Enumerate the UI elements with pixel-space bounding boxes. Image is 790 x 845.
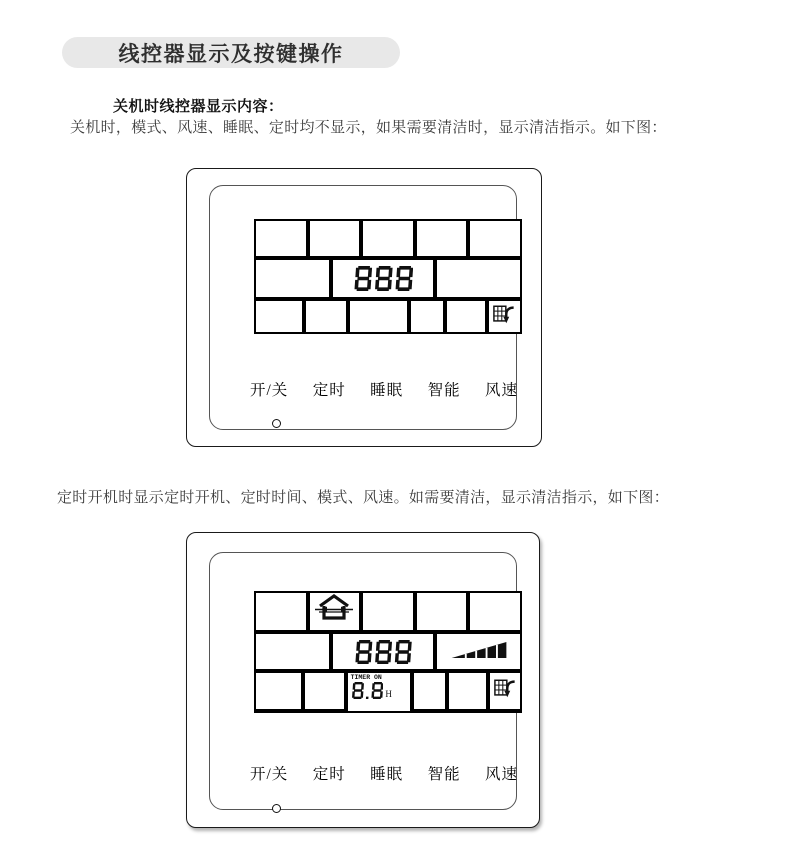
controller-inner-frame (209, 185, 517, 430)
lcd-cell (256, 673, 301, 709)
button-label-sleep: 睡眠 (370, 382, 404, 399)
main-digit-display (354, 640, 412, 664)
lcd-row-3 (256, 301, 520, 332)
lcd-cell (305, 673, 343, 709)
button-label-fanspeed: 风速 (484, 766, 518, 783)
lcd-row-1 (256, 593, 520, 630)
lcd-row-2 (256, 634, 520, 669)
clean-indicator-cell (490, 673, 520, 709)
power-led-icon (272, 804, 281, 813)
lcd-cell (256, 634, 329, 669)
button-label-sleep: 睡眠 (370, 766, 404, 783)
controller-panel-off (186, 168, 542, 447)
lcd-cell (256, 593, 306, 630)
lcd-row-1 (256, 221, 520, 256)
timer-on-label: TIMER ON (350, 674, 382, 681)
main-display-cell (333, 260, 433, 297)
fan-speed-icon (451, 641, 507, 663)
house-mode-icon (315, 593, 353, 630)
button-label-smart: 智能 (427, 382, 461, 399)
lcd-cell (350, 301, 407, 332)
lcd-cell (449, 673, 485, 709)
lcd-row-2 (256, 260, 520, 297)
mode-indicator-cell (310, 593, 360, 630)
lcd-cell (470, 593, 520, 630)
timer-display-cell (348, 673, 410, 711)
button-label-power: 开/关 (250, 766, 289, 783)
fan-speed-cell (437, 634, 520, 669)
lcd-cell (363, 221, 413, 256)
controller-inner-frame (209, 552, 517, 810)
button-label-timer: 定时 (312, 766, 346, 783)
lcd-row-3 (256, 673, 520, 711)
controller-panel-timer (186, 532, 540, 828)
button-label-row (250, 762, 518, 784)
power-led-icon (272, 419, 281, 428)
filter-clean-icon (493, 304, 515, 330)
clean-indicator-cell (489, 301, 520, 332)
lcd-cell (414, 673, 445, 709)
lcd-cell (363, 593, 413, 630)
button-label-smart: 智能 (427, 766, 461, 783)
timer-unit-label: H (385, 689, 392, 699)
main-display-cell (333, 634, 433, 669)
lcd-cell (256, 301, 302, 332)
button-label-row (250, 378, 518, 400)
page-title: 线控器显示及按键操作 (118, 42, 344, 66)
timer-value (351, 682, 392, 699)
button-label-timer: 定时 (312, 382, 346, 399)
button-label-fanspeed: 风速 (484, 382, 518, 399)
main-digit-display (353, 266, 414, 291)
lcd-cell (470, 221, 520, 256)
lcd-cell (437, 260, 520, 297)
filter-clean-icon (494, 678, 516, 704)
button-label-power: 开/关 (250, 382, 289, 399)
paragraph-timer-on: 定时开机时显示定时开机、定时时间、模式、风速。如需要清洁，显示清洁指示，如下图： (57, 489, 670, 506)
lcd-cell (256, 260, 329, 297)
lcd-cell (306, 301, 345, 332)
lcd-grid (254, 219, 522, 334)
timer-digit-display (351, 682, 384, 699)
paragraph-power-off: 关机时，模式、风速、睡眠、定时均不显示，如果需要清洁时，显示清洁指示。如下图： (70, 119, 667, 136)
lcd-grid (254, 591, 522, 713)
lcd-cell (310, 221, 360, 256)
lcd-cell (417, 593, 467, 630)
lcd-cell (411, 301, 443, 332)
lcd-cell (417, 221, 467, 256)
title-banner (62, 37, 400, 68)
section-heading-power-off: 关机时线控器显示内容： (113, 98, 284, 115)
lcd-cell (447, 301, 484, 332)
lcd-cell (256, 221, 306, 256)
